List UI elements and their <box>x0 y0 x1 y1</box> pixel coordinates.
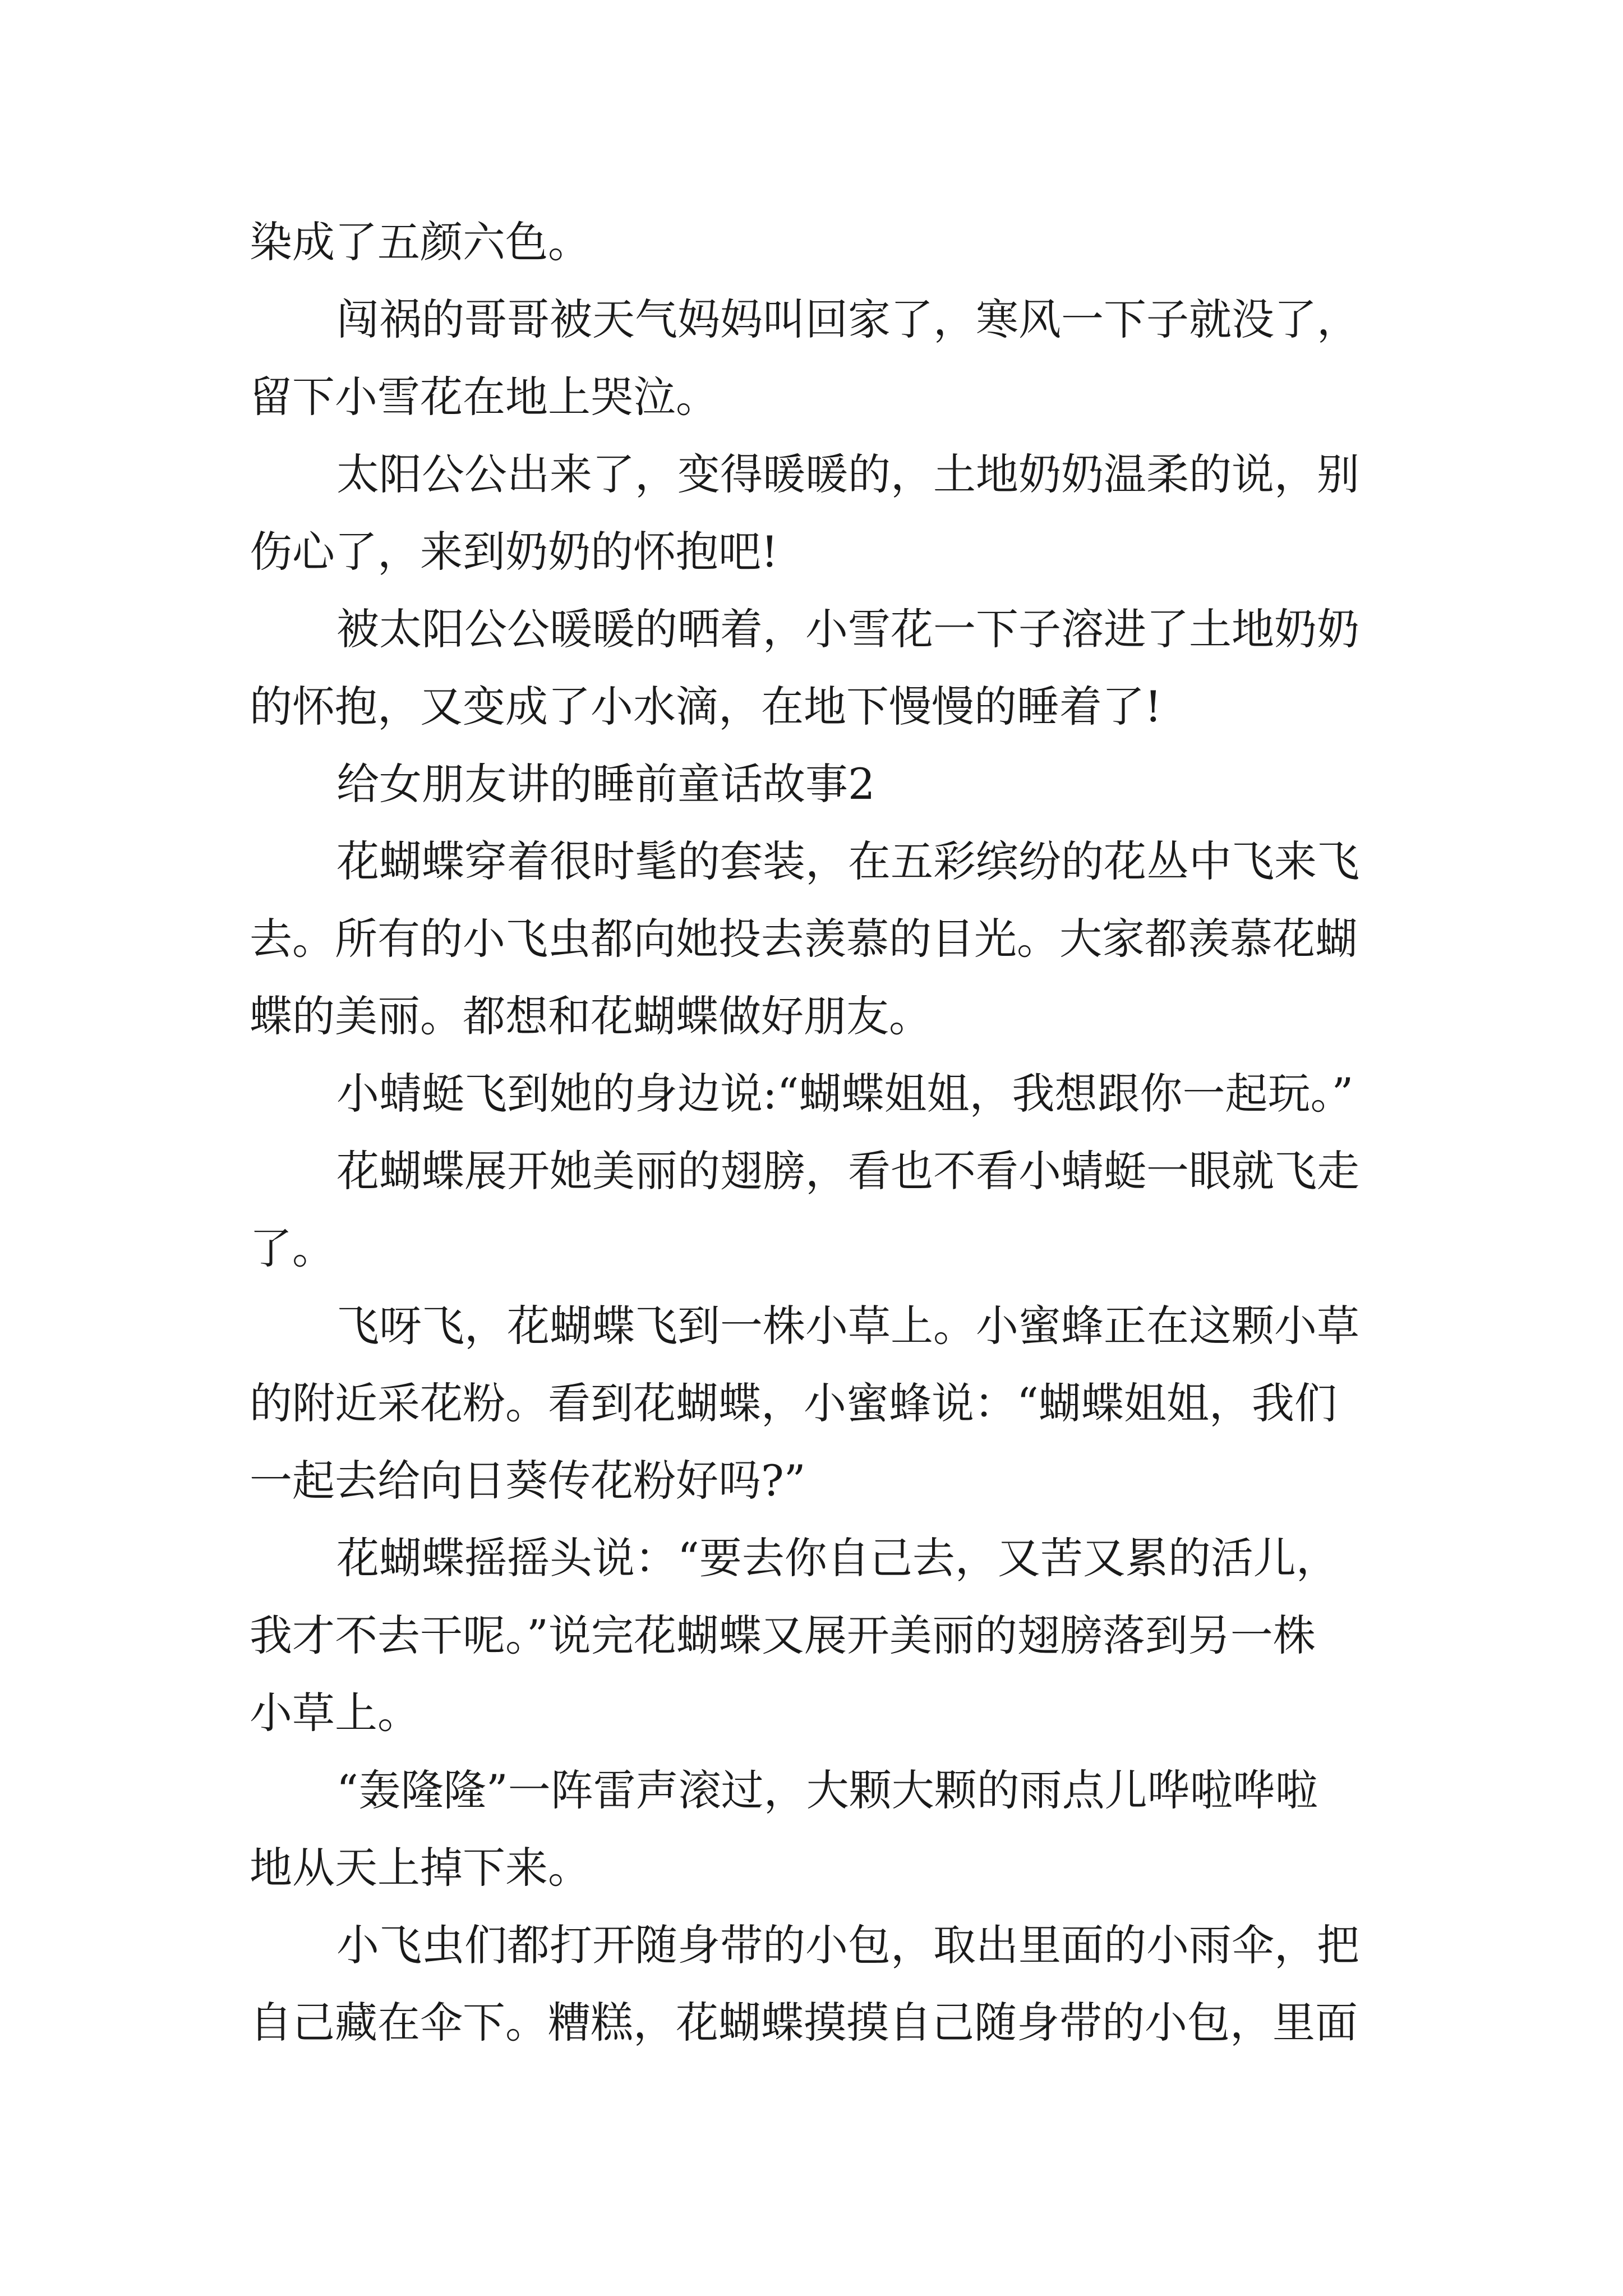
text-line: 伤心了，来到奶奶的怀抱吧! <box>250 527 778 577</box>
text-line: 地从天上掉下来。 <box>250 1843 591 1893</box>
text-line: 小飞虫们都打开随身带的小包，取出里面的小雨伞，把 <box>336 1920 1359 1970</box>
text-line: 太阳公公出来了，变得暖暖的，土地奶奶温柔的说，别 <box>336 449 1359 499</box>
text-line: 我才不去干呢。”说完花蝴蝶又展开美丽的翅膀落到另一株 <box>250 1611 1316 1660</box>
text-line: 一起去给向日葵传花粉好吗?” <box>250 1456 806 1506</box>
text-line: 蝶的美丽。都想和花蝴蝶做好朋友。 <box>250 991 932 1041</box>
text-line: 的附近采花粉。看到花蝴蝶，小蜜蜂说：“蝴蝶姐姐，我们 <box>250 1378 1337 1428</box>
text-line: 闯祸的哥哥被天气妈妈叫回家了，寒风一下子就没了， <box>336 295 1359 344</box>
text-line: 染成了五颜六色。 <box>250 217 591 267</box>
section-title: 给女朋友讲的睡前童话故事2 <box>336 759 875 809</box>
text-line: 花蝴蝶展开她美丽的翅膀，看也不看小蜻蜓一眼就飞走 <box>336 1146 1359 1196</box>
text-line: 花蝴蝶穿着很时髦的套装，在五彩缤纷的花丛中飞来飞 <box>336 836 1359 886</box>
text-line: 留下小雪花在地上哭泣。 <box>250 372 718 422</box>
text-line: 小草上。 <box>250 1688 420 1738</box>
text-line: 去。所有的小飞虫都向她投去羡慕的目光。大家都羡慕花蝴 <box>250 914 1358 964</box>
text-line: 的怀抱，又变成了小水滴，在地下慢慢的睡着了! <box>250 682 1162 731</box>
text-line: 飞呀飞，花蝴蝶飞到一株小草上。小蜜蜂正在这颗小草 <box>336 1301 1359 1351</box>
text-line: “轰隆隆”一阵雷声滚过，大颗大颗的雨点儿哗啦哗啦 <box>336 1765 1318 1815</box>
text-line: 了。 <box>250 1223 335 1273</box>
text-line: 花蝴蝶摇摇头说：“要去你自己去，又苦又累的活儿， <box>336 1533 1339 1583</box>
text-line: 被太阳公公暖暖的晒着，小雪花一下子溶进了土地奶奶 <box>336 604 1359 654</box>
text-line: 小蜻蜓飞到她的身边说:“蝴蝶姐姐，我想跟你一起玩。” <box>336 1069 1354 1119</box>
text-line: 自己藏在伞下。糟糕，花蝴蝶摸摸自己随身带的小包，里面 <box>250 1998 1358 2047</box>
